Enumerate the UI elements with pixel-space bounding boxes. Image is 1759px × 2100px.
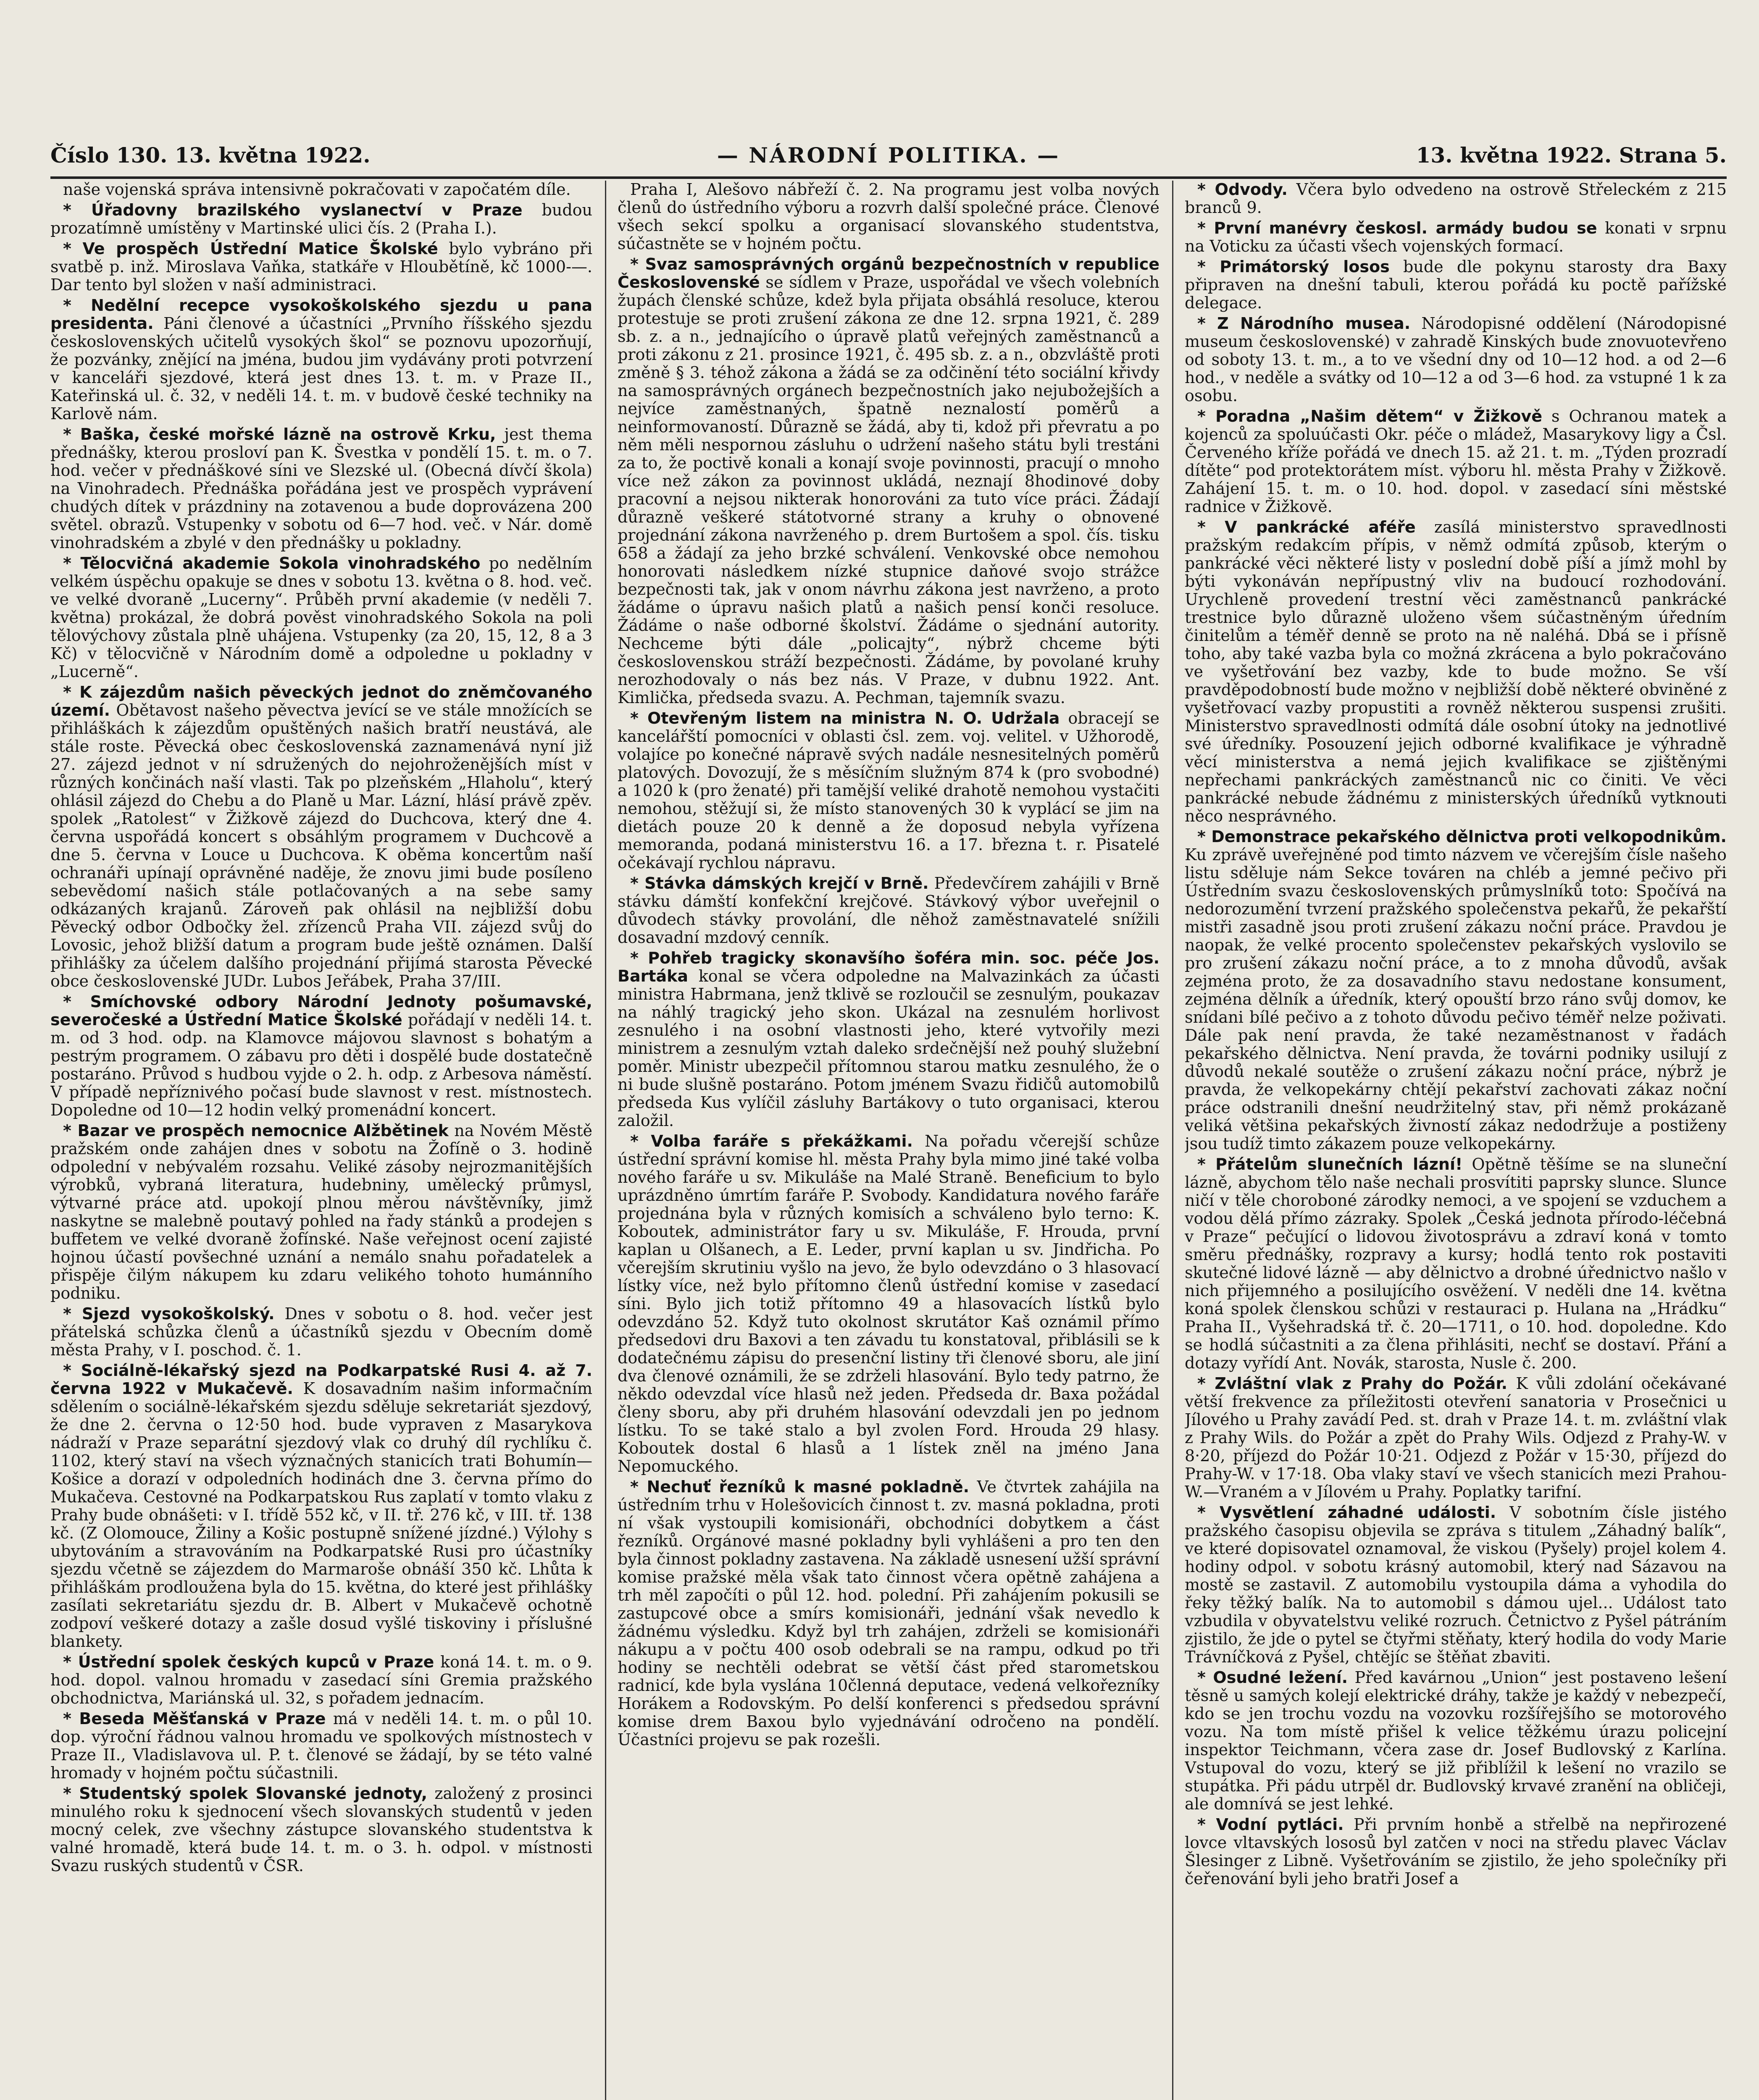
article-text: obracejí se kancelářští pomocníci v oblasti čsl. zem. voj. velitel. v Užhorodě, volajíce po konečné nápravě svých nadále nesnesitelných poměrů platových. Dovozují, že s měsíčním služným 874 k (pro svobodné) a 1020 k (pro ženaté) při tamější veliké drahotě nemohou vystačiti nemohou, stěžují si, že místo stanovených 30 k vyplácí se jim na dietách pouze 20 k denně a že doposud nebyla vyřízena memoranda, podaná ministerstvu 16. a 17. března t. r. Pisatelé očekávají rychlou nápravu. — [618, 709, 1160, 872]
article-heading: * Osudné ležení. — [1197, 1668, 1348, 1687]
article-heading: * Poradna „Našim dětem“ v Žižkově — [1197, 407, 1543, 425]
column-2 — [618, 181, 1160, 2100]
article-text: Na pořadu včerejší schůze ústřední správní komise hl. města Prahy byla mimo jiné také volba nového faráře u sv. Mikuláše na Malé Straně. Beneficium to bylo uprázdněno úmrtím faráře P. Svobody. Kandidatura nového faráře projednána byla v různých komisích a schváleno bylo terno: K. Koboutek, administrátor fary u sv. Mikuláše, F. Hrouda, první kaplan u Olšanech, a E. Leder, první kaplan u sv. Jindřicha. Po včerejším skrutiniu vyšlo na jevo, že bylo odevzdáno o 3 hlasovací lístky více, než bylo přítomno členů ústřední komise v zasedací síni. Bylo jich totiž přítomno 49 a hlasovacích lístků bylo odevzdáno 52. Když tuto okolnost skrutátor Kaš oznámil přímo předsedovi dru Baxovi a ten závadu tu konstatoval, přiblásili se k dodatečnému zápisu do presenční listiny tři členové sboru, ale jiní dva členové oznámili, že se zdrželi hlasování. Bylo tedy patrno, že někdo odevzdal více hlasů než jeden. Předseda dr. Baxa požádal členy sboru, aby při druhém hlasování odevzdali jen po jednom lístku. To se také stalo a byl zvolen Ford. Hrouda 29 hlasy. Koboutek dostal 6 hlasů a 1 lístek zněl na jméno Jana Nepomuckého. — [618, 1132, 1160, 1475]
article-heading: * Studentský spolek Slovanské jednoty, — [63, 1784, 428, 1803]
newspaper-title: — NÁRODNÍ POLITIKA. — — [717, 143, 1060, 168]
article-item — [50, 201, 592, 237]
article-columns — [50, 181, 1727, 2100]
article-heading: * Beseda Měšťanská v Praze — [63, 1709, 326, 1728]
article-item — [50, 181, 592, 199]
article-item — [50, 1305, 592, 1359]
article-text: konati v srpnu na Voticku za účasti všech vojenských formací. — [1185, 219, 1727, 255]
article-text: budou prozatímně umístěny v Martinské ulici čís. 2 (Praha I.). — [50, 201, 592, 237]
article-heading: * Otevřeným listem na ministra N. O. Udržala — [630, 709, 1060, 727]
article-heading: * Demonstrace pekařského dělnictva proti velkopodnikům. — [1197, 827, 1727, 846]
article-item — [618, 255, 1160, 707]
article-heading: * Sjezd vysokoškolský. — [63, 1305, 275, 1323]
article-item — [618, 874, 1160, 947]
article-item — [618, 709, 1160, 872]
column-rule — [1172, 181, 1173, 2100]
article-heading: * Zvláštní vlak z Prahy do Požár. — [1197, 1374, 1508, 1393]
article-item — [1185, 181, 1727, 217]
article-text: Páni členové a účastníci „Prvního říšského sjezdu československých učitelů vysokých škol“ se poznovu upozorňují, že pozvánky, znějící na jména, budou jim vydávány proti potvrzení v kanceláři sjezdové, která jest dnes 13. t. m. v Praze II., Kateřinská ul. č. 32, v neděli 14. t. m. v budově české techniky na Karlově nám. — [50, 314, 592, 423]
article-heading: * Volba faráře s překážkami. — [630, 1132, 913, 1150]
article-text: na Novém Městě pražském onde zahájen dnes v sobotu na Žofíně o 3. hodině odpolední v nebývalém rozsahu. Veliké zásoby nejrozmanitějších výrobků, vybraná literatura, hudebniny, umělecký průmysl, výtvarné práce atd. upokojí plnou měrou návštěvníky, jimž naskytne se malebně poutavý pohled na řady stánků a prodejen s buffetem ve velké dvoraně žofínské. Naše veřejnost ocení zajisté hojnou účastí povšechné uznání a nemálo snahu pořadatelek a přispěje čilým nákupem ku zdaru velikého tohoto humánního podniku. — [50, 1121, 592, 1302]
article-text: jest thema přednášky, kterou prosloví pan K. Švestka v pondělí 15. t. m. o 7. hod. večer v přednáškové síni ve Slezské ul. (Obecná dívčí škola) na Vinohradech. Přednáška pořádána jest ve prospěch vyprávení chudých dítek v prázdniny na zotavenou a bude doprovázena 200 světel. obrazů. Vstupenky v sobotu od 6—7 hod. več. v Nár. domě vinohradském a zbylé v den přednášky u pokladny. — [50, 425, 592, 552]
article-item — [1185, 315, 1727, 405]
article-item — [618, 1132, 1160, 1475]
article-heading: * Pohřeb tragicky skonavšího šoféra min. soc. péče Jos. Bartáka — [618, 949, 1160, 985]
article-heading: * Nedělní recepce vysokoškolského sjezdu u pana presidenta. — [50, 296, 592, 333]
article-item — [50, 1785, 592, 1875]
article-heading: * Z Národního musea. — [1197, 314, 1411, 333]
article-text: bude dle pokynu starosty dra Baxy připraven na dnešní tabuli, kterou pořádá ku poctě pařížské delegace. — [1185, 257, 1727, 312]
article-heading: * Ve prospěch Ústřední Matice Školské — [63, 239, 438, 258]
article-text: Při prvním honbě a střelbě na nepřirozené lovce vltavských lososů byl zatčen v noci na středu plavec Václav Šlesinger z Libně. Vyšetřováním se zjistilo, že jeho společníky při čeřenování byli jeho bratři Josef a — [1185, 1815, 1727, 1888]
article-text: Předevčírem zahájili v Brně stávku dámští konfekční krejčové. Stávkový výbor uveřejnil o důvodech stávky provolání, dle něhož zaměstnavatelé snížili dosavadní mzdový cenník. — [618, 874, 1160, 947]
article-text: po nedělním velkém úspěchu opakuje se dnes v sobotu 13. května o 8. hod. več. ve velké dvoraně „Lucerny“. Průběh první akademie (v neděli 7. května) prokázal, že dobrá pověst vinohradského Sokola na poli tělovýchovy zůstala plně uhájena. Vstupenky (za 20, 15, 12, 8 a 3 Kč) v tělocvičně v Národním domě a odpoledne u pokladny v „Lucerně“. — [50, 554, 592, 681]
article-text: K dosavadním našim informačním sdělením o sociálně-lékařském sjezdu sděluje sekretariát sjezdový, že dne 2. června o 12·50 hod. bude vypraven z Masarykova nádraží v Praze separátní sjezdový vlak co druhý díl rychlíku č. 1102, který staví na všech význačných stanicích trati Bohumín—Košice a dorazí v odpoledních hodinách dne 3. června přímo do Mukačeva. Cestovné na Podkarpatskou Rus zaplatí v tomto vlaku z Prahy bude obnášeti: v I. třídě 552 kč, v II. tř. 276 kč, v III. tř. 138 kč. (Z Olomouce, Žiliny a Košic postupně snížené jízdné.) Výlohy s ubytováním a stravováním na Podkarpatské Rusi pro účastníky sjezdu včetně se zájezdem do Marmaroše obnáší 350 kč. Lhůta k přihláškám prodloužena byla do 15. května, do které jest přihlášky zasílati sekretariátu sjezdu dr. B. Albert v Mukačevě ochotně zodpoví veškeré dotazy a zašle dosud vyšlé tiskoviny i příslušné blankety. — [50, 1379, 592, 1651]
article-heading: * Tělocvičná akademie Sokola vinohradského — [63, 554, 481, 572]
article-item — [618, 181, 1160, 253]
article-heading: * Vysvětlení záhadné události. — [1197, 1503, 1496, 1522]
article-heading: * Baška, české mořské lázně na ostrově Krku, — [63, 425, 496, 444]
article-text: Před kavárnou „Union“ jest postaveno lešení těsně u samých kolejí elektrické dráhy, takže je každý v nebezpečí, kdo se jen trochu vozdu na vozovku rozšířejšího se motorového vozu. Na tom místě přišel k velice těžkému úrazu policejní inspektor Teichmann, včera zase dr. Josef Budlovský z Karlína. Vstupoval do vozu, který se již přiblížil k lešení no vrazilo se stupátka. Při pádu utrpěl dr. Budlovský krvavé zranění na obličeji, ale domnívá se jest lehké. — [1185, 1668, 1727, 1813]
article-heading: * První manévry českosl. armády budou se — [1197, 219, 1597, 237]
column-rule — [605, 181, 606, 2100]
article-item — [1185, 258, 1727, 312]
article-text: se sídlem v Praze, uspořádal ve všech volebních župách členské schůze, kdež byla přijata obsáhlá resoluce, kterou protestuje se proti zrušení zákona ze dne 12. srpna 1921, č. 289 sb. z. a n., jednajícího o úpravě platů veřejných zaměstnanců a proti zákonu z 21. prosince 1921, č. 495 sb. z. a n., obzvláště proti změně § 3. téhož zákona a žádá se za odčinění této sociální křivdy na samosprávných orgánech bezpečnostních jako nejubožejších a nejvíce zaměstnaných, špatně neznalostí poměrů a neinformovaností. Důrazně se žádá, aby ti, kdož při převratu a po něm měli nespornou zásluhu o udržení našeho státu byli trestáni za to, že poctivě konali a konají svoje povinnosti, pracují o mnoho více než zákon za povinnost ukládá, neznají 8hodinové doby pracovní a nejsou nikterak honorováni za tuto více práci. Žádají důrazně veškeré státotvorné strany a kruhy o obnovené projednání zákona navrženého p. drem Burtošem a spol. čís. tisku 658 a žádají za jeho brzké schválení. Venkovské obce nemohou honorovati následkem nízké stupnice daňové svojo strážce bezpečnosti tak, jak v onom návrhu zákona jest navrženo, a proto žádáme o úpravu našich platů a našich pensí konči resoluce. Žádáme o naše odborné školství. Žádáme o sjednání autority. Nechceme býti dále „policajty“, nýbrž chceme býti československou stráží bezpečnosti. Žádáme, by povolané kruhy nerozhodovaly o nás bez nás. V Praze, v dubnu 1922. Ant. Kimlička, předseda svazu. A. Pechman, tajemník svazu. — [618, 273, 1160, 707]
article-item — [1185, 1375, 1727, 1501]
article-item — [1185, 219, 1727, 255]
article-heading: * Nechuť řezníků k masné pokladně. — [630, 1478, 970, 1496]
article-heading: * Přátelům slunečních lázní! — [1197, 1155, 1463, 1173]
article-heading: * Stávka dámských krejčí v Brně. — [630, 874, 929, 892]
article-text: s Ochranou matek a kojenců za spoluúčasti Okr. péče o mládež, Masarykovy ligy a Čsl. Červeného kříže pořádá ve dnech 15. až 21. t. m. „Týden prozradí dítěte“ pod protektorátem míst. výboru hl. města Prahy v Žižkově. Zahájení 15. t. m. o 10. hod. dopol. v zasedací síni městské radnice v Žižkově. — [1185, 407, 1727, 516]
article-text: zasílá ministerstvo spravedlnosti pražským redakcím přípis, v němž odmítá způsob, kterým o pankrácké věci některé listy v poslední době píší a jímž mohl by býti vykonáván nepřípustný vliv na budoucí rozhodování. Urychleně provedení trestní věci zaměstnanců pankrácké trestnice bylo důrazně uloženo všem súčastněným úředním činitelům a téměř denně se proto na ně naléhá. Dbá se i přísně toho, aby také vazba byla co možná zkrácena a bylo pokračováno ve vyšetřování bez vazby, kde to bude možno. Se vší pravděpodobností bude možno v nejbližší době některé obviněné z vyšetřovací vazby propustiti a rovněž některou suspensi zrušiti. Ministerstvo spravedlnosti odmítá dále osobní útoky na jednotlivé své úředníky. Posouzení jejich odborné kvalifikace je výhradně věcí ministerstva a nemá jejich kvalifikace se zjištěnými nepřechami pankráckých zaměstnanců nic co činiti. Ve věci pankrácké nebude žádnému z ministerských úředníků vytknouti něco nesprávného. — [1185, 518, 1727, 825]
article-heading: * Svaz samosprávných orgánů bezpečnostních v republice Československé — [618, 255, 1160, 291]
article-text: konal se včera odpoledne na Malvazinkách za účasti ministra Habrmana, jenž tklivě se rozloučil se zesnulým, poukazav na náhlý tragický jeho skon. Ukázal na zesnulém horlivost zesnulého i na osobní vlastnosti jeho, které vytvořily mezi ministrem a zesnulým vztah daleko srdečnější než pouhý služební poměr. Ministr ubezpečil přítomnou starou matku zesnulého, že o ni bude slušně postaráno. Potom jménem Svazu řidičů automobilů předseda Kus vylíčil zásluhy Bartákovy o tuto organisaci, kterou založil. — [618, 967, 1160, 1130]
article-item — [1185, 1155, 1727, 1372]
article-heading: * Vodní pytláci. — [1197, 1815, 1344, 1834]
article-item — [1185, 407, 1727, 516]
page-number: 13. května 1922. Strana 5. — [1416, 143, 1727, 168]
article-heading: * Primátorský losos — [1197, 257, 1390, 276]
article-heading: * Sociálně-lékařský sjezd na Podkarpatské Rusi 4. až 7. června 1922 v Mukačevě. — [50, 1361, 592, 1398]
article-text: Národopisné oddělení (Národopisné museum československé) v zahradě Kinských bude znovuotevřeno od soboty 13. t. m., a to ve všední dny od 10—12 hod. a od 2—6 hod., v neděle a svátky od 10—12 a od 3—6 hod. za vstupné 1 k za osobu. — [1185, 314, 1727, 405]
article-text: Obětavost našeho pěvectva jevící se ve stále množících se přihláškách k zájezdům opuštěných našich bratří neustává, ale stále roste. Pěvecká obec československá zaznamenává nyní již 27. zájezd jednot v ní sdružených do nejohroženějších míst v různých končinách naší vlasti. Tak po plzeňském „Hlaholu“, který ohlásil zájezd do Chebu a do Planě u Mar. Lázní, hlásí právě zpěv. spolek „Ratolest“ v Žižkově zájezd do Duchcova, který dne 4. června uspořádá koncert s obsáhlým programem v Duchcově a dne 5. června v Louce u Duchcova. K oběma koncertům naší ochranáři upínají oprávněné naděje, že znovu jimi bude posíleno sebevědomí našich stále potlačovaných a na sebe samy odkázaných krajanů. Zároveň pak ohlásil na nejbližší dobu Pěvecký odbor Odbočky žel. zřízenců Praha VII. zájezd svůj do Lovosic, jehož bližší datum a program bude ještě oznámen. Další přihlášky za účelem dalšího projednání přijímá starosta Pěvecké obce československé JUDr. Lubos Jeřábek, Praha 37/III. — [50, 701, 592, 990]
article-text: Praha I, Alešovo nábřeží č. 2. Na programu jest volba nových členů do ústředního výboru a rozvrh další společné práce. Členové všech sekcí spolku a organisací slovanského studentstva, súčastněte se v hojném počtu. — [618, 181, 1160, 253]
article-text: bylo vybráno při svatbě p. inž. Miroslava Vaňka, statkáře v Hloubětíně, kč 1000-—. Dar tento byl složen v naší administraci. — [50, 239, 592, 294]
article-item — [618, 1478, 1160, 1749]
article-item — [50, 297, 592, 423]
article-item — [50, 554, 592, 681]
article-item — [1185, 828, 1727, 1153]
article-heading: * Odvody. — [1197, 181, 1288, 199]
article-item — [50, 683, 592, 990]
article-heading: * V pankrácké aféře — [1197, 518, 1416, 536]
article-text: K vůli zdolání očekávané větší frekvence za příležitosti otevření sanatoria v Prosečnici u Jílového u Prahy zavádí Ped. st. drah v Praze 14. t. m. zvláštní vlak z Prahy Wils. do Požár a zpět do Prahy Wils. Odjezd z Prahy-W. v 8·20, příjezd do Požár 10·21. Odjezd z Požár v 15·30, příjezd do Prahy-W. v 17·18. Oba vlaky staví ve všech stanicích mezi Prahou-W.—Vraném a v Jílovém u Prahy. Poplatky tarifní. — [1185, 1374, 1727, 1501]
article-item — [50, 425, 592, 552]
issue-number: Číslo 130. 13. května 1922. — [50, 143, 371, 168]
article-text: Ve čtvrtek zahájila na ústředním trhu v Holešovicích činnost t. zv. masná pokladna, proti ní však vystoupili komisionáři, obchodníci dobytkem a část řezníků. Orgánové masné pokladny byli vyhlášeni a pro ten den byla činnost pokladny zastavena. Na základě usnesení užší správní komise pražské měla však tato činnost včera opětně zahájena a trh měl započíti o půl 12. hod. polední. Při zahájením pokusili se zastupcové obce a smírs komisionáři, jednání však nevedlo k žádnému výsledku. Když byl trh zahájen, zdrželi se komisionáři nákupu a v počtu 400 osob odebrali se na rampu, odkud po tři hodiny se nechtěli odebrat se větší část před starometskou radnicí, kde byla vyslána 10členná deputace, vedená velkořezníky Horákem a Rodovským. Po delší konferenci s předsedou správní komise drem Baxou bylo vyjednávání odročeno na pondělí. Účastníci projevu se pak rozešli. — [618, 1478, 1160, 1749]
article-text: naše vojenská správa intensivně pokračovati v započatém díle. — [63, 181, 571, 199]
article-heading: * Ústřední spolek českých kupců v Praze — [63, 1653, 434, 1671]
article-text: Včera bylo odvedeno na ostrově Střeleckém z 215 branců 9. — [1185, 181, 1727, 217]
article-item — [50, 240, 592, 294]
article-text: Opětně těšíme se na sluneční lázně, abychom tělo naše nechali prosvítiti paprsky slunce. Slunce ničí v těle choroboné zárodky nemoci, a ve spojení se vzduchem a vodou dělá přímo zázraky. Spolek „Česká jednota přírodo-léčebná v Praze“ pečující o lidovou životosprávu a zdraví koná v tomto směru přednášky, rozpravy a kursy; hodlá tento rok postaviti skutečné lidové lázně — aby dělnictvo a drobné úřednictvo našlo v nich přijemného a posilujícího osvěžení. V neděli dne 14. května koná spolek členskou schůzi v restauraci p. Hulana na „Hrádku“ Praha II., Vyšehradská tř. č. 20—1711, o 10. hod. dopoledne. Kdo se hodlá súčastniti a za člena přihlásiti, nechť se dostaví. Přání a dotazy vyřídí Ant. Novák, starosta, Nusle č. 200. — [1185, 1155, 1727, 1372]
article-text: Dnes v sobotu o 8. hod. večer jest přátelská schůzka členů a účastníků sjezdu v Obecním domě města Prahy, v I. poschod. č. 1. — [50, 1305, 592, 1359]
article-heading: * Úřadovny brazilského vyslanectví v Praze — [63, 201, 523, 219]
article-text: V sobotním čísle jistého pražského časopisu objevila se zpráva s titulem „Záhadný balík“, ve které dopisovatel oznamoval, že viskou (Pyšely) projel kolem 4. hodiny odpol. v sobotu krásný automobil, který nad Sázavou na mostě se zastavil. Z automobilu vystoupila dáma a vyhodila do řeky těžký balík. Na to automobil s dámou ujel... Událost tato vzbudila v obyvatelstvu veliké rozruch. Četnictvo z Pyšel pátráním zjistilo, že jde o pytel se čtyřmi stěňaty, který hodila do vody Marie Trávníčková z Pyšel, chtějíc se štěňat zbaviti. — [1185, 1503, 1727, 1666]
article-heading: * K zájezdům našich pěveckých jednot do zněmčovaného území. — [50, 683, 592, 719]
article-text: založený z prosinci minulého roku k sjednocení všech slovanských studentů v jeden mocný celek, zve všechny zástupce slovanského studentstva k valné hromadě, která bude 14. t. m. o 3. h. odpol. v místnosti Svazu ruských studentů v ČSR. — [50, 1784, 592, 1875]
column-3 — [1185, 181, 1727, 2100]
article-heading: * Smíchovské odbory Národní Jednoty pošumavské, severočeské a Ústřední Matice Školské — [50, 992, 592, 1029]
article-item — [50, 1122, 592, 1302]
article-item — [50, 1653, 592, 1707]
article-item — [50, 993, 592, 1119]
article-item — [50, 1362, 592, 1651]
article-text: Ku zprávě uveřejněné pod timto názvem ve včerejším čísle našeho listu sděluje nám Sekce továren na chléb a jemné pečivo při Ústředním svazu československých průmyslníků toto: Spočívá na nedorozumění tvrzení pražského společenstva pekařů, že pekařští mistři zasadně jsou proti zrušení zákazu noční práce. Pravdou je naopak, že velké procento společenstev pekařských vyslovilo se pro zrušení zákazu noční práce, a to z mnoha důvodů, avšak zejména proto, že za dosavadního stavu nedostane konsument, zejména dělník a úředník, který opouští brzo ráno svůj domov, ke snídani bílé pečivo a z tohoto důvodu pečivo téměř nelze poživati. Dále pak není pravda, že také nezaměstnanost v řadách pekařského dělnictva. Není pravda, že továrni podniky usilují z důvodů nekalé soutěže o zrušení zákazu noční práce, nýbrž je pravda, že velkopekárny chtějí pekařství zachovati zákaz noční práce odstranili dnešní neudržitelný stav, při němž prokázaně veliká většina pekařských živností zákaz nedodržuje a postiženy jsou tudíž timto zákazem pouze velkopekárny. — [1185, 845, 1727, 1153]
article-item — [1185, 1669, 1727, 1813]
article-item — [1185, 1816, 1727, 1888]
article-text: koná 14. t. m. o 9. hod. dopol. valnou hromadu v zasedací síni Gremia pražského obchodnictva, Mariánská ul. 32, s pořadem jednacím. — [50, 1653, 592, 1707]
article-text: má v neděli 14. t. m. o půl 10. dop. výroční řádnou valnou hromadu ve spolkových místnostech v Praze II., Vladislavova ul. P. t. členové se žádají, by se této valné hromady v hojném počtu súčastnili. — [50, 1709, 592, 1782]
article-item — [1185, 518, 1727, 825]
article-heading: * Bazar ve prospěch nemocnice Alžbětinek — [63, 1121, 449, 1140]
article-text: pořádají v neděli 14. t. m. od 3 hod. odp. na Klamovce májovou slavnost s bohatým a pestrým programem. O zábavu pro děti i dospělé bude dostatečně postaráno. Průvod s hudbou vyjde o 2. h. odp. z Arbesova náměstí. V případě nepříznivého počasí bude slavnost v rest. místnostech. Dopoledne od 10—12 hodin velký promenádní koncert. — [50, 1011, 592, 1119]
article-item — [1185, 1504, 1727, 1666]
column-1 — [50, 181, 592, 2100]
article-item — [618, 949, 1160, 1130]
article-item — [50, 1710, 592, 1782]
page-header — [50, 139, 1727, 179]
